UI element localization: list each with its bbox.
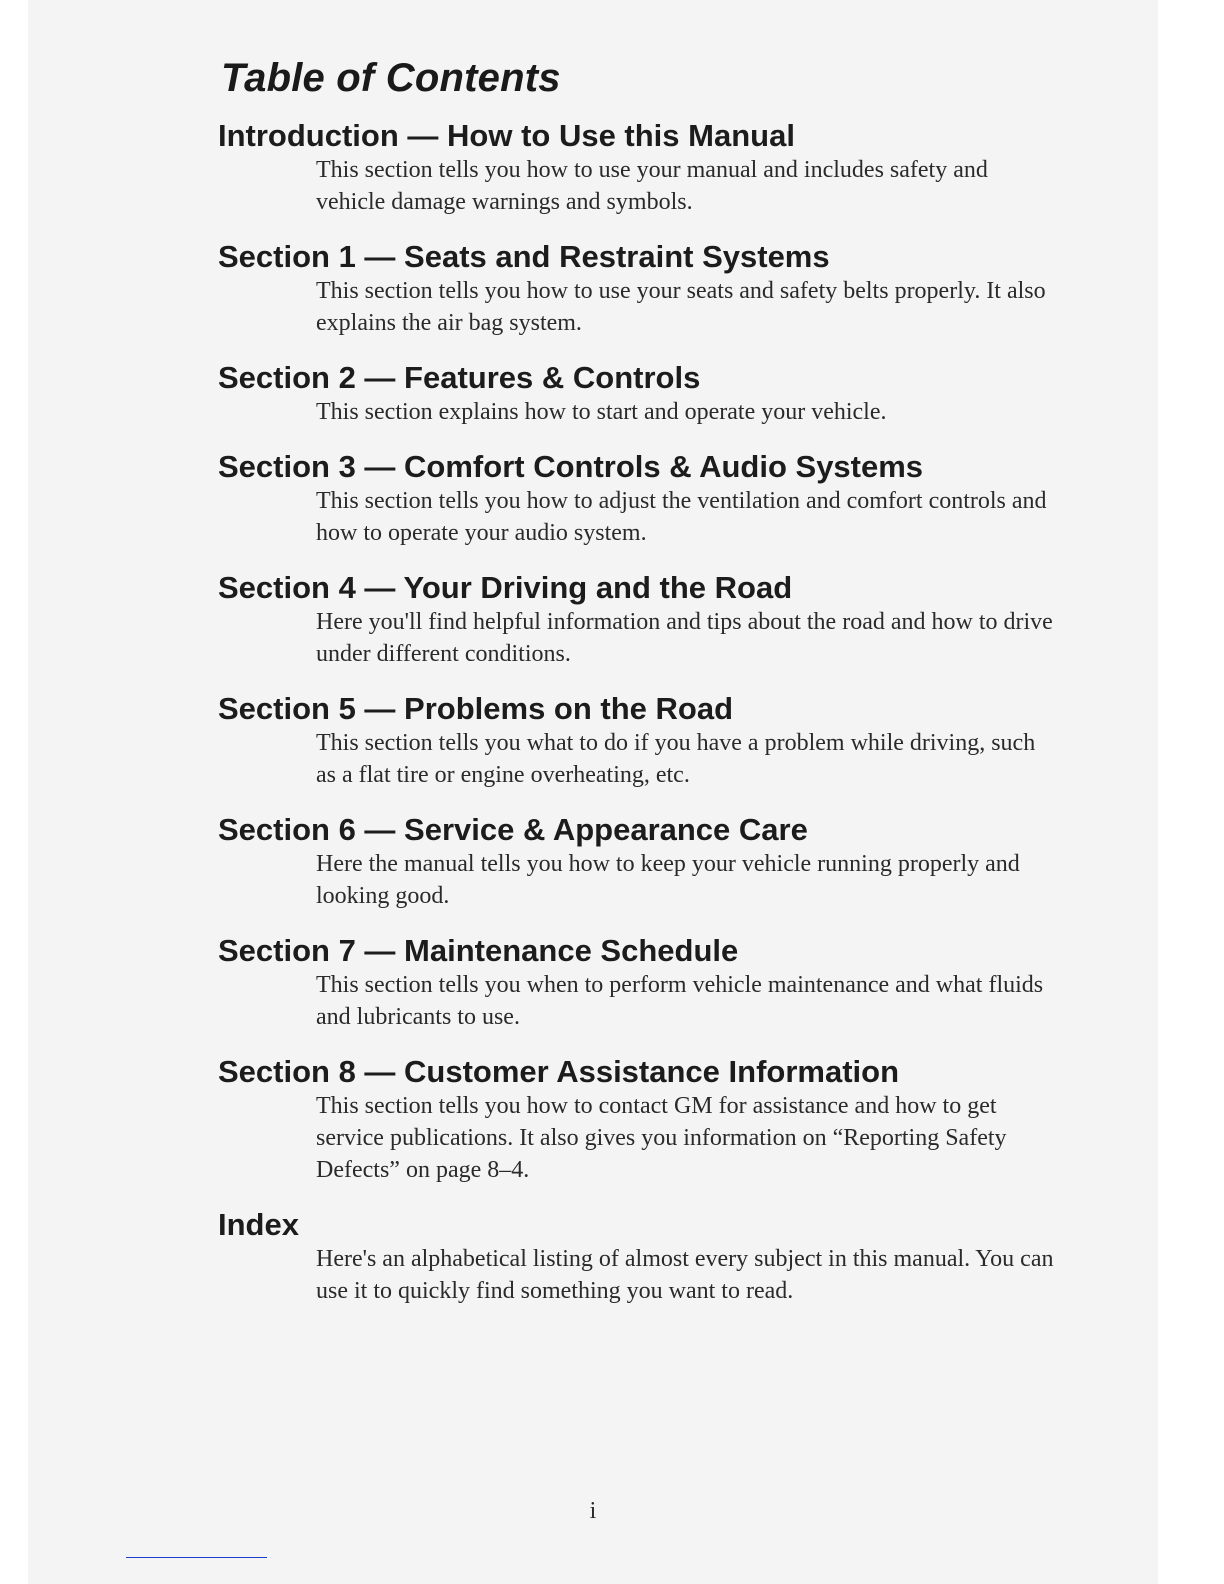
toc-entry-heading: Section 7 — Maintenance Schedule — [218, 933, 739, 968]
toc-entry-description: Here the manual tells you how to keep your vehicle running properly and looking good. — [316, 851, 1020, 909]
toc-entry-heading: Section 4 — Your Driving and the Road — [218, 570, 793, 605]
toc-entry-section-6[interactable] — [218, 813, 1098, 912]
toc-entry-section-5[interactable] — [218, 692, 1098, 791]
toc-entry-description: Here's an alphabetical listing of almost every subject in this manual. You can use it to quickly find something you want to read. — [316, 1246, 1054, 1304]
toc-entry-section-8[interactable] — [218, 1055, 1098, 1186]
toc-entry-section-3[interactable] — [218, 450, 1098, 549]
toc-content — [218, 55, 1098, 1329]
page-number: i — [589, 1498, 597, 1524]
toc-entry-heading: Index — [218, 1207, 299, 1242]
toc-entry-introduction[interactable] — [218, 119, 1098, 218]
toc-entry-heading: Section 2 — Features & Controls — [218, 360, 701, 395]
toc-entry-heading: Section 6 — Service & Appearance Care — [218, 812, 808, 847]
page-title: Table of Contents — [221, 56, 561, 100]
toc-entry-description: This section tells you when to perform vehicle maintenance and what fluids and lubricants to use. — [316, 972, 1044, 1030]
toc-entry-heading: Section 3 — Comfort Controls & Audio Systems — [218, 449, 924, 484]
toc-entry-index[interactable] — [218, 1208, 1098, 1307]
toc-entry-heading: Introduction — How to Use this Manual — [218, 118, 795, 153]
toc-entry-description: This section tells you what to do if you have a problem while driving, such as a flat tire or engine overheating, etc. — [316, 730, 1036, 788]
toc-entry-heading: Section 1 — Seats and Restraint Systems — [218, 239, 830, 274]
toc-entry-description: This section explains how to start and operate your vehicle. — [316, 399, 887, 425]
manual-page — [28, 0, 1158, 1584]
toc-entry-section-7[interactable] — [218, 934, 1098, 1033]
toc-entry-section-2[interactable] — [218, 361, 1098, 428]
toc-entry-section-4[interactable] — [218, 571, 1098, 670]
footnote-divider — [126, 1557, 267, 1558]
toc-entry-description: This section tells you how to contact GM for assistance and how to get service publications. It also gives you information on “Reporting Safety Defects” on page 8–4. — [316, 1093, 1007, 1183]
toc-entry-heading: Section 8 — Customer Assistance Information — [218, 1054, 900, 1089]
toc-entry-heading: Section 5 — Problems on the Road — [218, 691, 734, 726]
toc-entry-section-1[interactable] — [218, 240, 1098, 339]
toc-entry-description: This section tells you how to use your manual and includes safety and vehicle damage warnings and symbols. — [316, 157, 988, 215]
toc-entry-description: This section tells you how to use your seats and safety belts properly. It also explains the air bag system. — [316, 278, 1046, 336]
toc-entry-description: Here you'll find helpful information and tips about the road and how to drive under different conditions. — [316, 609, 1053, 667]
toc-entry-description: This section tells you how to adjust the ventilation and comfort controls and how to operate your audio system. — [316, 488, 1047, 546]
